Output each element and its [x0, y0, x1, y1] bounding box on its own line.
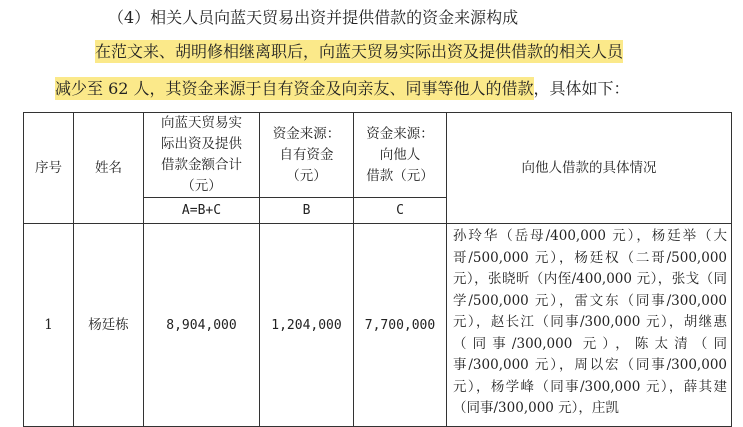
- header-total-line: 际出资及提供: [161, 136, 242, 152]
- header-own-line: 自有资金: [279, 146, 334, 163]
- header-total-line: （元）: [181, 178, 222, 194]
- highlighted-text: 减少至 62 人，其资金来源于自有资金及向亲友、同事等他人的借款: [55, 79, 534, 98]
- header-own-line: 资金来源：: [272, 125, 341, 142]
- header-borrowed-line: 资金来源：: [366, 125, 434, 142]
- paragraph-line-2: [55, 77, 630, 101]
- header-borrowed-line: 借款（元）: [366, 167, 434, 184]
- header-own-line: （元）: [286, 167, 327, 184]
- table-row: [24, 224, 732, 427]
- cell-own: 1,204,000: [260, 224, 354, 427]
- header-seq: 序号: [24, 113, 74, 224]
- formula-total: A=B+C: [144, 198, 260, 224]
- cell-borrowed: 7,700,000: [354, 224, 447, 427]
- funding-source-table: [23, 112, 732, 427]
- header-borrowed-line: 向他人: [379, 146, 421, 163]
- header-name: 姓名: [74, 113, 144, 224]
- highlighted-text: 在范文来、胡明修相继离职后，向蓝天贸易实际出资及提供借款的相关人员: [95, 42, 624, 61]
- formula-own: B: [260, 198, 354, 224]
- formula-borrowed: C: [354, 198, 447, 224]
- header-own-funds: [260, 113, 354, 198]
- header-total-line: 向蓝天贸易实: [161, 115, 242, 131]
- table-header-row: [24, 113, 732, 198]
- cell-name: 杨廷栋: [74, 224, 144, 427]
- cell-seq: 1: [24, 224, 74, 427]
- section-heading: （4）相关人员向蓝天贸易出资并提供借款的资金来源构成: [108, 8, 519, 27]
- header-total-line: 借款金额合计: [161, 157, 242, 173]
- header-detail: 向他人借款的具体情况: [447, 113, 732, 224]
- paragraph-tail: ，具体如下：: [533, 79, 630, 98]
- header-total: [144, 113, 260, 198]
- cell-total: 8,904,000: [144, 224, 260, 427]
- cell-detail: 孙玲华（岳母/400,000 元），杨廷举（大哥/500,000 元），杨廷权（二哥/500,000 元），张晓昕（内侄/400,000 元），张戈（同学/500,000 元），雷文东（同事/300,000 元），赵长江（同事/300,000 元），胡继惠（同事/300,000 元），陈太清（同事/300,000 元），周以宏（同事/300,000 元），杨学峰（同事/300,000 元），薛其建（同事/300,000 元），庄凯: [447, 224, 732, 427]
- header-borrowed-funds: [354, 113, 447, 198]
- paragraph-line-1: [95, 40, 623, 64]
